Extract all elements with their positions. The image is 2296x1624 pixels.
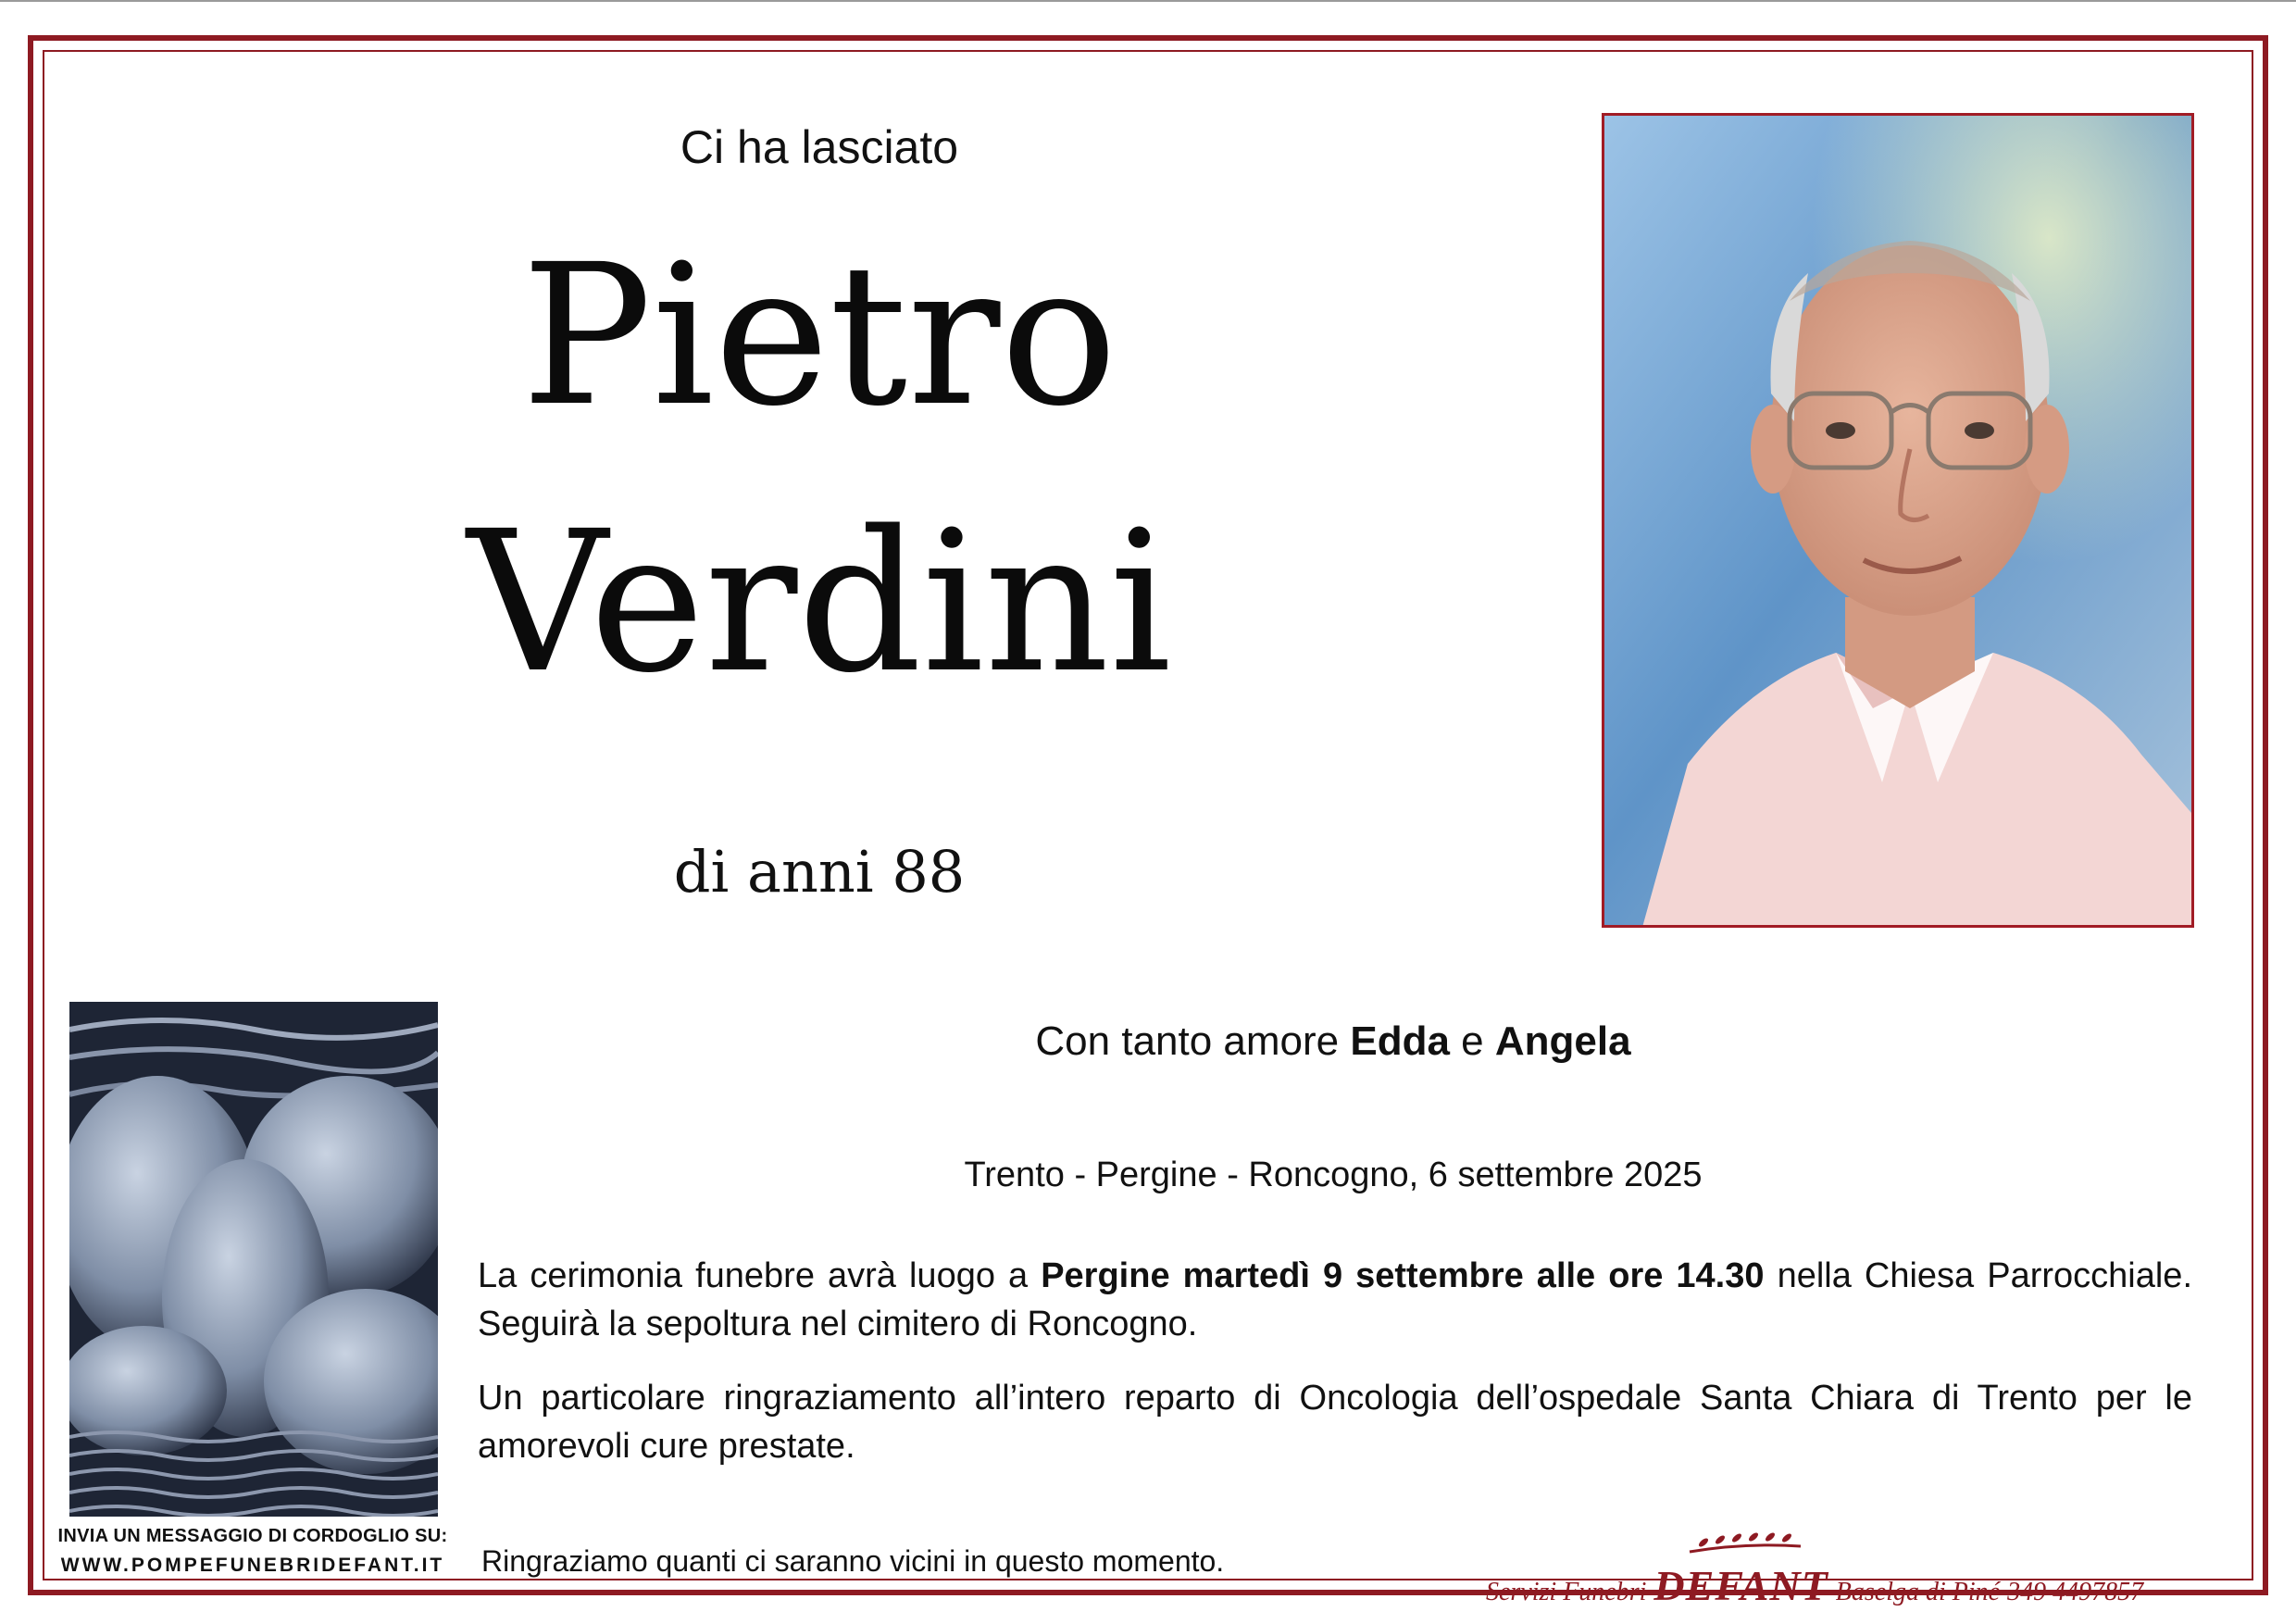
laurel-icon: [1685, 1530, 1805, 1557]
last-name: Verdini: [467, 489, 1172, 716]
footer-location: Baselga di Piné: [1835, 1578, 2001, 1606]
special-thanks-paragraph: Un particolare ringraziamento all’intero reparto di Oncologia dell’ospedale Santa Chiara di Trento per le amorevoli cure prestate.: [478, 1379, 2192, 1466]
family-name-1: Edda: [1350, 1018, 1450, 1064]
decorative-artwork: [69, 1002, 438, 1517]
general-thanks: Ringraziamo quanti ci saranno vicini in questo momento.: [481, 1544, 1225, 1578]
ceremony-text-a: La cerimonia funebre avrà luogo a: [478, 1256, 1042, 1295]
footer-brand: DEFANT: [1653, 1562, 1828, 1609]
top-rule: [0, 0, 2296, 2]
family-name-2: Angela: [1494, 1018, 1631, 1064]
condolence-url[interactable]: WWW.POMPEFUNEBRIDEFANT.IT: [60, 1555, 445, 1576]
footer-prefix: Servizi Funebri: [1486, 1578, 1647, 1606]
family-line: [926, 1018, 1741, 1065]
family-conj: e: [1449, 1018, 1495, 1064]
condolence-box: [35, 1526, 470, 1577]
ceremony-paragraph: [478, 1252, 2192, 1348]
family-prefix: Con tanto amore: [1035, 1018, 1351, 1064]
ceremony-datetime: Pergine martedì 9 settembre alle ore 14.30: [1041, 1256, 1765, 1295]
ceremony-text-b: nella Chiesa Parrocchiale. Seguirà la sepoltura nel cimitero di Roncogno.: [478, 1256, 2192, 1343]
footer-phone: 349 4497857: [2007, 1578, 2144, 1606]
place-date: Trento - Pergine - Roncogno, 6 settembre 2025: [964, 1156, 1703, 1194]
funeral-service-footer: [1486, 1561, 2143, 1610]
first-name: Pietro: [521, 222, 1117, 449]
intro-text: Ci ha lasciato: [680, 121, 959, 173]
portrait-photo: [1602, 113, 2194, 928]
age-text: di anni 88: [673, 838, 966, 906]
condolence-label: INVIA UN MESSAGGIO DI CORDOGLIO SU:: [57, 1526, 448, 1546]
